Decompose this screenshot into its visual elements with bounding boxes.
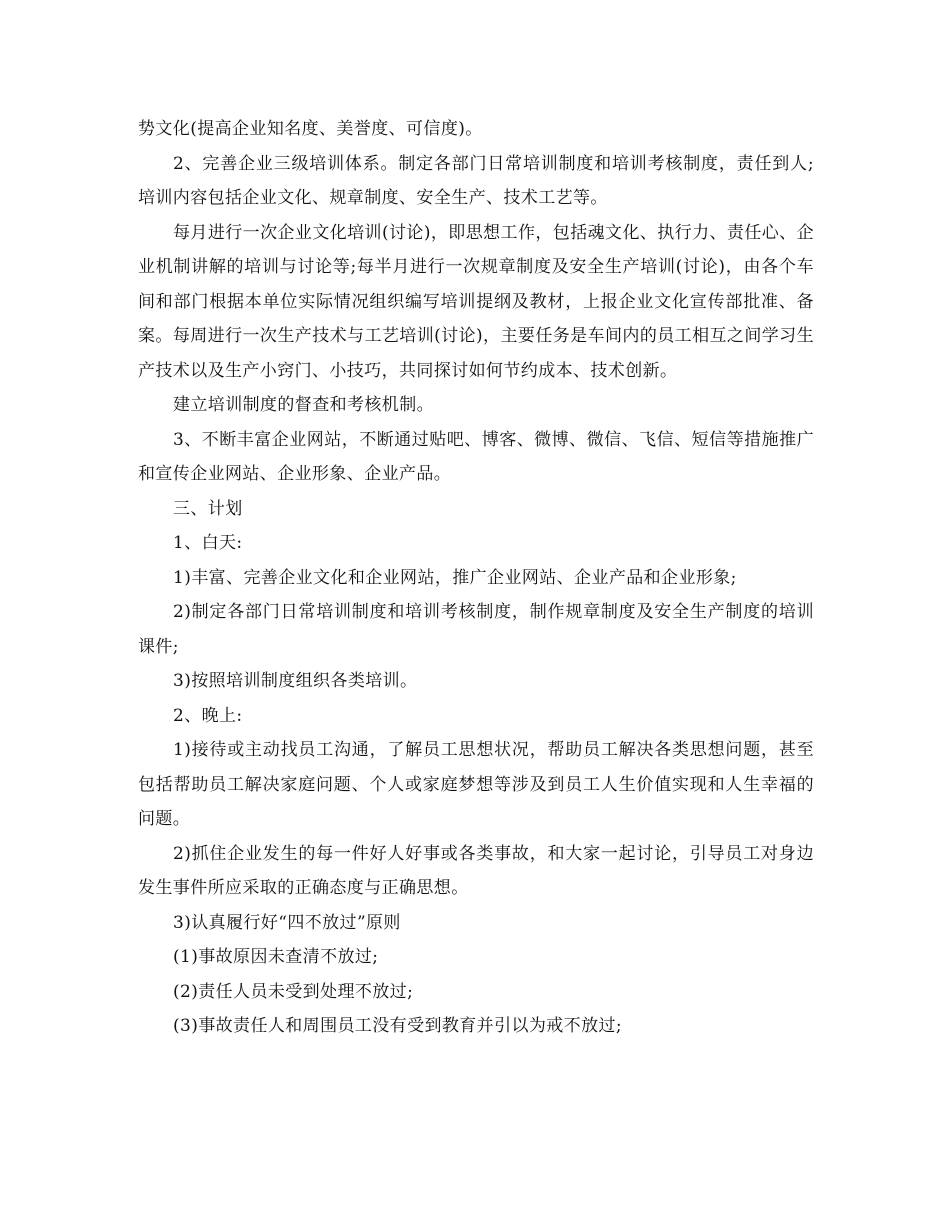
list-item: 1)丰富、完善企业文化和企业网站，推广企业网站、企业产品和企业形象; [173, 567, 737, 588]
list-item: (3)事故责任人和周围员工没有受到教育并引以为戒不放过; [173, 1016, 623, 1036]
paragraph: 每月进行一次企业文化培训(讨论)，即思想工作，包括魂文化、执行力、责任心、企业机制讲解的培训与讨论等;每半月进行一次规章制度及安全生产培训(讨论)，由各个车间和部门根据本单位实际情况组织编写培训提纲及教材，上报企业文化宣传部批准、备案。每周进行一次生产技术与工艺培训(讨论)，主要任务是车间内的员工相互之间学习生产技术以及生产小窍门、小技巧，共同探讨如何节约成本、技术创新。 [138, 222, 814, 381]
list-item: 3)认真履行好“四不放过”原则 [173, 912, 401, 933]
paragraph: 建立培训制度的督查和考核机制。 [173, 395, 434, 415]
paragraph: 3、不断丰富企业网站，不断通过贴吧、博客、微博、微信、飞信、短信等措施推广和宣传企业网站、企业形象、企业产品。 [138, 429, 814, 484]
list-item: (1)事故原因未查清不放过; [173, 947, 379, 967]
paragraph: 势文化(提高企业知名度、美誉度、可信度)。 [138, 119, 483, 139]
list-item: (2)责任人员未受到处理不放过; [173, 981, 414, 1002]
list-item: 2)抓住企业发生的每一件好人好事或各类事故，和大家一起讨论，引导员工对身边发生事件所应采取的正确态度与正确思想。 [138, 843, 814, 898]
subsection-heading: 1、白天: [173, 533, 243, 553]
list-item: 1)接待或主动找员工沟通，了解员工思想状况，帮助员工解决各类思想问题，甚至包括帮助员工解决家庭问题、个人或家庭梦想等涉及到员工人生价值实现和人生幸福的问题。 [138, 740, 814, 829]
list-item: 3)按照培训制度组织各类培训。 [173, 671, 418, 691]
list-item: 2)制定各部门日常培训制度和培训考核制度，制作规章制度及安全生产制度的培训课件; [138, 602, 814, 657]
subsection-heading: 2、晚上: [173, 705, 243, 726]
document-body [138, 112, 814, 1044]
paragraph: 2、完善企业三级培训体系。制定各部门日常培训制度和培训考核制度，责任到人;培训内容包括企业文化、规章制度、安全生产、技术工艺等。 [138, 153, 814, 208]
section-heading: 三、计划 [173, 498, 243, 519]
